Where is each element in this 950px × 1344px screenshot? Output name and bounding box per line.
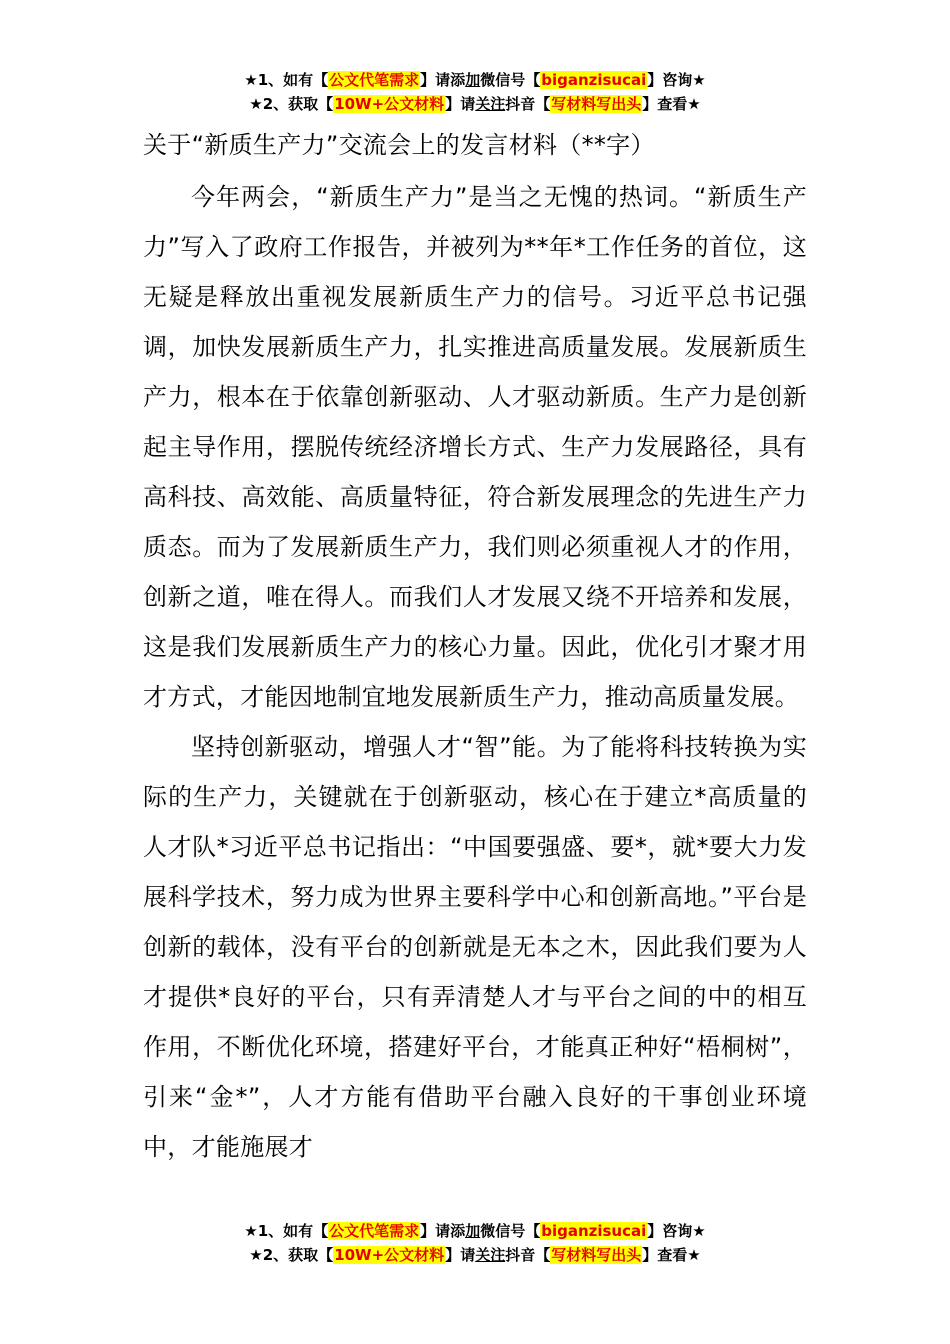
banner-text: ★2、获取【 [249, 95, 334, 113]
banner-line-1 [0, 1219, 950, 1243]
banner-highlight: 10W+公文材料 [334, 95, 445, 113]
banner-highlight: 写材料写出头 [551, 1246, 642, 1264]
banner-highlight: 公文代笔需求 [329, 1222, 420, 1240]
footer-banner [0, 1219, 950, 1267]
banner-text: 】请添 [420, 71, 466, 89]
banner-text: 】查看★ [642, 1246, 701, 1264]
banner-text: 】请 [445, 1246, 476, 1264]
banner-text: 】咨询★ [647, 1222, 706, 1240]
banner-line-1 [0, 68, 950, 92]
banner-line-2 [0, 92, 950, 116]
document-body [143, 123, 807, 1172]
banner-underline: 关注 [475, 1246, 506, 1264]
banner-text: ★1、如有【 [244, 71, 329, 89]
banner-text: 】咨询★ [647, 71, 706, 89]
banner-text: 抖音【 [505, 1246, 551, 1264]
banner-highlight: biganzisucai [541, 71, 647, 89]
banner-underline: 加 [465, 1222, 481, 1240]
banner-text: 】查看★ [642, 95, 701, 113]
banner-text: 抖音【 [505, 95, 551, 113]
banner-text: 微信号【 [480, 71, 541, 89]
paragraph: 坚持创新驱动，增强人才“智”能。为了能将科技转换为实际的生产力，关键就在于创新驱动，核心在于建立*高质量的人才队*习近平总书记指出：“中国要强盛、要*，就*要大力发展科学技术，努力成为世界主要科学中心和创新高地。”平台是创新的载体，没有平台的创新就是无本之木，因此我们要为人才提供*良好的平台，只有弄清楚人才与平台之间的中的相互作用，不断优化环境，搭建好平台，才能真正种好“梧桐树”，引来“金*”，人才方能有借助平台融入良好的干事创业环境中，才能施展才 [143, 733, 807, 1161]
banner-text: 】请 [445, 95, 476, 113]
header-banner [0, 68, 950, 116]
banner-text: 微信号【 [480, 1222, 541, 1240]
banner-line-2 [0, 1243, 950, 1267]
banner-underline: 加 [465, 71, 481, 89]
banner-text: ★2、获取【 [249, 1246, 334, 1264]
banner-highlight: 10W+公文材料 [334, 1246, 445, 1264]
paragraph: 今年两会，“新质生产力”是当之无愧的热词。“新质生产力”写入了政府工作报告，并被列为**年*工作任务的首位，这无疑是释放出重视发展新质生产力的信号。习近平总书记强调，加快发展新质生产力，扎实推进高质量发展。发展新质生产力，根本在于依靠创新驱动、人才驱动新质。生产力是创新起主导作用，摆脱传统经济增长方式、生产力发展路径，具有高科技、高效能、高质量特征，符合新发展理念的先进生产力质态。而为了发展新质生产力，我们则必须重视人才的作用，创新之道，唯在得人。而我们人才发展又绕不开培养和发展，这是我们发展新质生产力的核心力量。因此，优化引才聚才用才方式，才能因地制宜地发展新质生产力，推动高质量发展。 [143, 183, 807, 711]
banner-text: 】请添 [420, 1222, 466, 1240]
document-title: 关于“新质生产力”交流会上的发言材料（**字） [143, 131, 655, 159]
banner-highlight: biganzisucai [541, 1222, 647, 1240]
banner-highlight: 公文代笔需求 [329, 71, 420, 89]
banner-highlight: 写材料写出头 [551, 95, 642, 113]
banner-underline: 关注 [475, 95, 506, 113]
banner-text: ★1、如有【 [244, 1222, 329, 1240]
